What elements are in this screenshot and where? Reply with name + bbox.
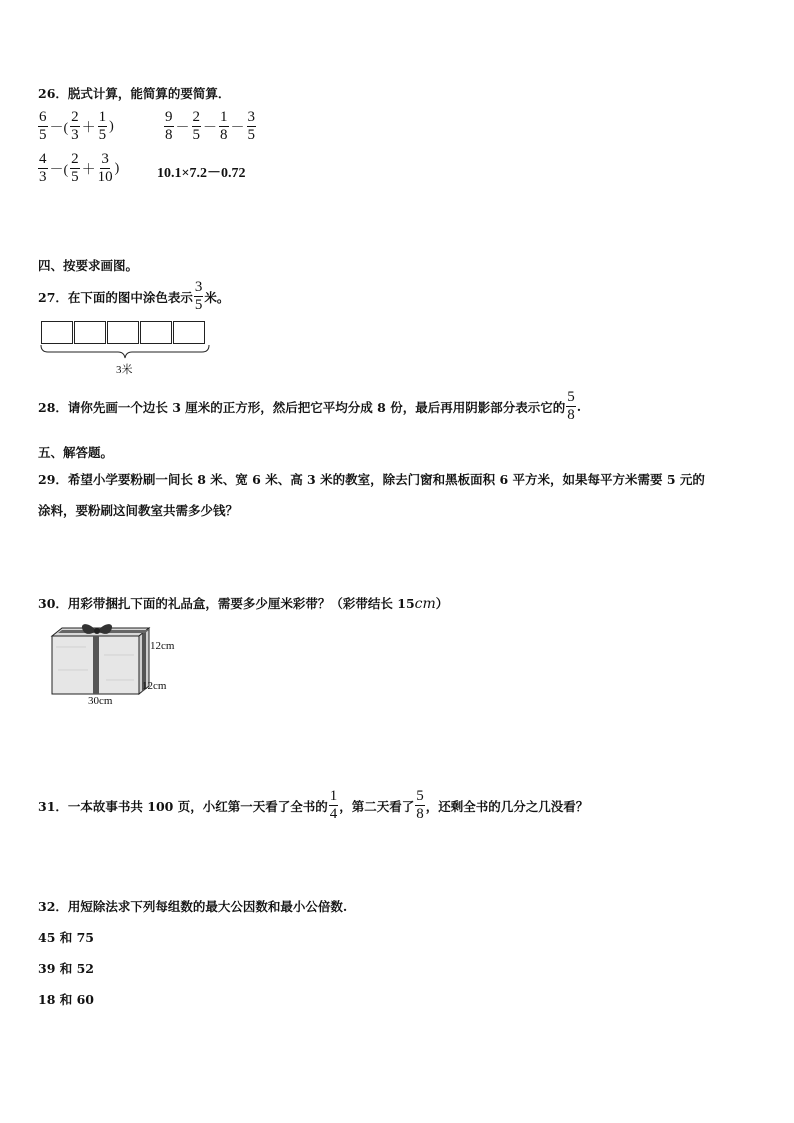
brace-icon bbox=[38, 344, 212, 362]
gift-box-figure bbox=[46, 622, 186, 712]
q26-title: 26．脱式计算，能简算的要简算． bbox=[38, 86, 231, 101]
q27-text: 27．在下面的图中涂色表示 $\frac{3}{5}$ 米。 bbox=[38, 279, 230, 313]
q29-line1: 29．希望小学要粉刷一间长 8 米、宽 6 米、高 3 米的教室，除去门窗和黑板面积 6 平方米，如果每平方米需要 5 元的 bbox=[38, 472, 705, 487]
strip-cell[interactable] bbox=[107, 321, 139, 344]
strip-diagram bbox=[41, 321, 207, 344]
q26-expr1: $\frac{6}{5}$ －( $\frac{2}{3}$ ＋ $\frac{1}{5}$ ) bbox=[39, 109, 114, 143]
q29-line2: 涂料，要粉刷这间教室共需多少钱？ bbox=[38, 503, 239, 518]
q26-expr4: 10.1×7.2－0.72 bbox=[157, 166, 246, 181]
frac: $\frac{6}{5}$ bbox=[39, 109, 47, 143]
q28-text: 28．请你先画一个边长 3 厘米的正方形，然后把它平均分成 8 份，最后再用阴影部分表示它的 $\frac{5}{8}$ . bbox=[38, 389, 582, 423]
q32-item: 18 和 60 bbox=[38, 992, 94, 1007]
q30-text: 30．用彩带捆扎下面的礼品盒，需要多少厘米彩带？（彩带结长 15 cm ） bbox=[38, 596, 449, 612]
q26-expr3: $\frac{4}{3}$ －( $\frac{2}{5}$ ＋ $\frac{3}{10}$ ) bbox=[39, 151, 120, 185]
strip-cell[interactable] bbox=[41, 321, 73, 344]
q32-title: 32．用短除法求下列每组数的最大公因数和最小公倍数. bbox=[38, 899, 348, 914]
gift-box-length-label: 30cm bbox=[88, 695, 113, 707]
gift-box-height-label: 12cm bbox=[150, 640, 175, 652]
strip-cell[interactable] bbox=[140, 321, 172, 344]
frac: $\frac{2}{3}$ bbox=[71, 109, 79, 143]
section5-heading: 五、解答题。 bbox=[38, 445, 114, 460]
gift-box-width-label: 12cm bbox=[142, 680, 167, 692]
q32-item: 39 和 52 bbox=[38, 961, 94, 976]
q31-text: 31．一本故事书共 100 页，小红第一天看了全书的 $\frac{1}{4}$ ，第二天看了 $\frac{5}{8}$ ，还剩全书的几分之几没看？ bbox=[38, 788, 589, 822]
q26-expr2: $\frac{9}{8}$ － $\frac{2}{5}$ － $\frac{1}{8}$ － $\frac{3}{5}$ bbox=[165, 109, 255, 143]
frac: $\frac{1}{5}$ bbox=[98, 109, 107, 143]
section4-heading: 四、按要求画图。 bbox=[38, 258, 139, 273]
q32-item: 45 和 75 bbox=[38, 930, 94, 945]
strip-cell[interactable] bbox=[74, 321, 106, 344]
brace-label: 3米 bbox=[116, 364, 133, 376]
strip-cell[interactable] bbox=[173, 321, 205, 344]
